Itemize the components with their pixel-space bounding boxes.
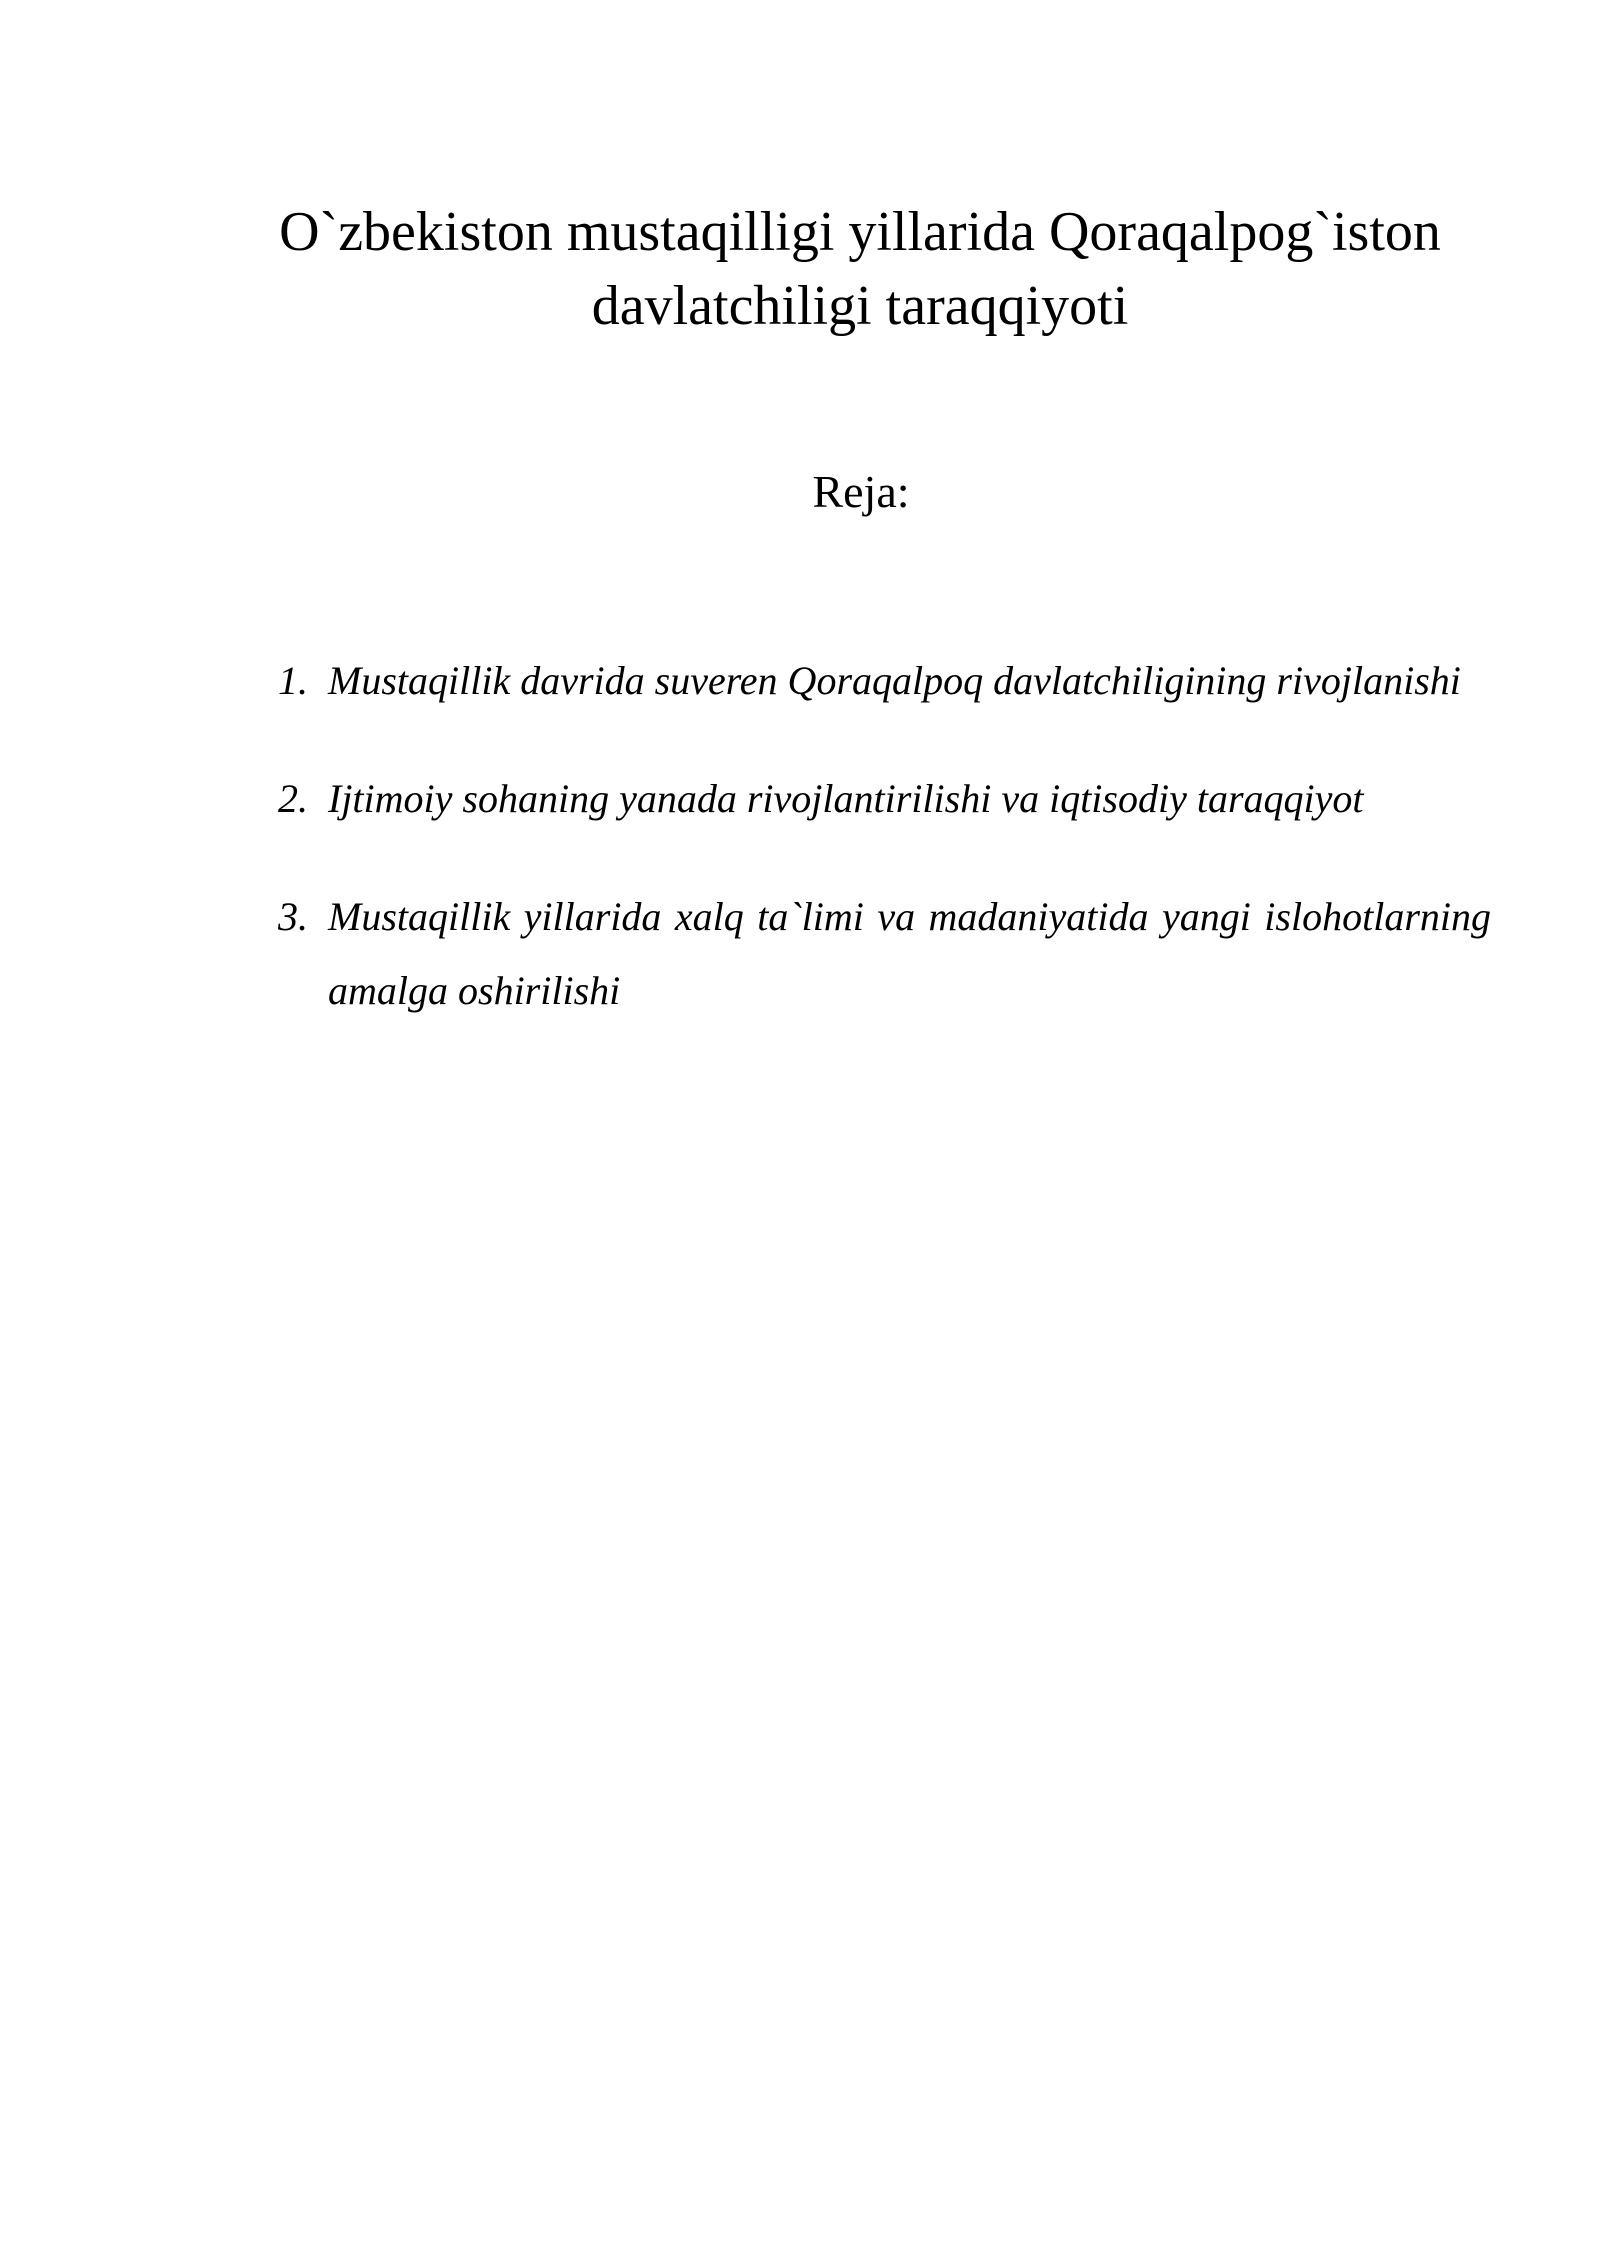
- plan-item-number: 1.: [278, 658, 308, 703]
- plan-heading: Reja:: [812, 466, 910, 517]
- plan-item-3: [278, 880, 1491, 1028]
- plan-item-1: [278, 644, 1491, 718]
- plan-list: [278, 644, 1491, 1072]
- document-title-line-2: davlatchiligi taraqqiyoti: [591, 275, 1129, 337]
- plan-item-text: Mustaqillik davrida suveren Qoraqalpoq davlatchiligining rivojlanishi: [328, 658, 1461, 703]
- plan-item-text: Mustaqillik yillarida xalq ta`limi va madaniyatida yangi islohotlarning amalga oshirilishi: [328, 894, 1491, 1013]
- plan-item-number: 3.: [278, 894, 308, 939]
- document-title: [200, 195, 1520, 343]
- plan-item-number: 2.: [278, 776, 308, 821]
- document-title-line-1: O`zbekiston mustaqilligi yillarida Qoraqalpog`iston: [279, 201, 1441, 263]
- plan-item-2: [278, 762, 1491, 836]
- plan-item-text: Ijtimoiy sohaning yanada rivojlantirilishi va iqtisodiy taraqqiyot: [328, 776, 1364, 821]
